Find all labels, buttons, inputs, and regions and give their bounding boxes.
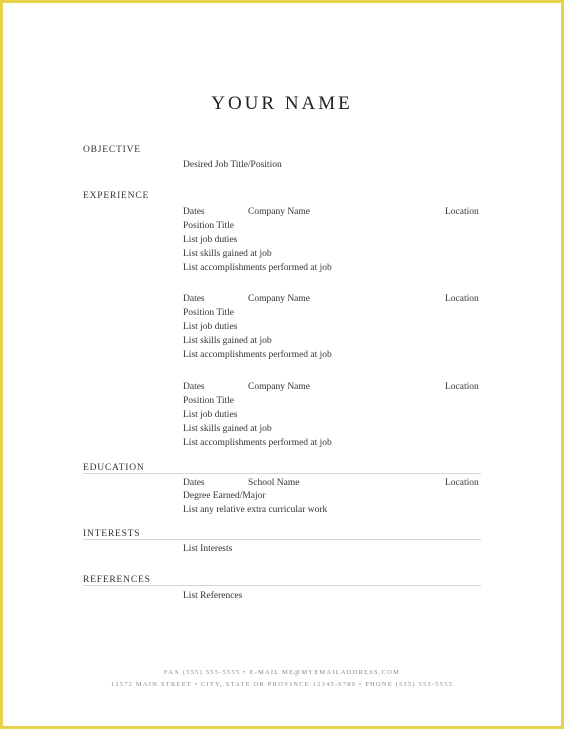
education-heading: EDUCATION — [83, 463, 145, 473]
experience-heading: EXPERIENCE — [83, 191, 150, 201]
references-heading: REFERENCES — [83, 575, 151, 585]
section-divider — [83, 539, 481, 540]
education-school: School Name — [248, 478, 300, 488]
resume-name: YOUR NAME — [211, 93, 353, 114]
footer-address-line: 12572 MAIN STREET • CITY, STATE OR PROVINCE 12345-6789 • PHONE (555) 555-5555 — [110, 681, 454, 688]
job-accomplishments: List accomplishments performed at job — [183, 438, 332, 448]
job-title: Position Title — [183, 396, 234, 406]
education-degree: Degree Earned/Major — [183, 491, 266, 501]
job-skills: List skills gained at job — [183, 424, 272, 434]
job-duties: List job duties — [183, 322, 238, 332]
footer-contact-line: FAX (555) 555-5555 • E-MAIL ME@MYEMAILADDRESS.COM — [163, 669, 401, 676]
interests-text: List Interests — [183, 544, 233, 554]
job-company: Company Name — [248, 382, 311, 392]
objective-text: Desired Job Title/Position — [183, 160, 282, 170]
job-location: Location — [445, 382, 479, 392]
interests-heading: INTERESTS — [83, 529, 141, 539]
job-skills: List skills gained at job — [183, 249, 272, 259]
job-skills: List skills gained at job — [183, 336, 272, 346]
education-location: Location — [445, 478, 479, 488]
job-location: Location — [445, 207, 479, 217]
job-location: Location — [445, 294, 479, 304]
education-activities: List any relative extra curricular work — [183, 505, 328, 515]
job-company: Company Name — [248, 207, 311, 217]
section-divider — [83, 473, 481, 474]
job-title: Position Title — [183, 308, 234, 318]
section-divider — [83, 585, 481, 586]
job-accomplishments: List accomplishments performed at job — [183, 263, 332, 273]
job-dates: Dates — [183, 207, 205, 217]
references-text: List References — [183, 591, 243, 601]
job-title: Position Title — [183, 221, 234, 231]
job-company: Company Name — [248, 294, 311, 304]
job-duties: List job duties — [183, 235, 238, 245]
education-dates: Dates — [183, 478, 205, 488]
job-accomplishments: List accomplishments performed at job — [183, 350, 332, 360]
job-duties: List job duties — [183, 410, 238, 420]
objective-heading: OBJECTIVE — [83, 145, 141, 155]
job-dates: Dates — [183, 294, 205, 304]
resume-page — [3, 3, 561, 726]
job-dates: Dates — [183, 382, 205, 392]
